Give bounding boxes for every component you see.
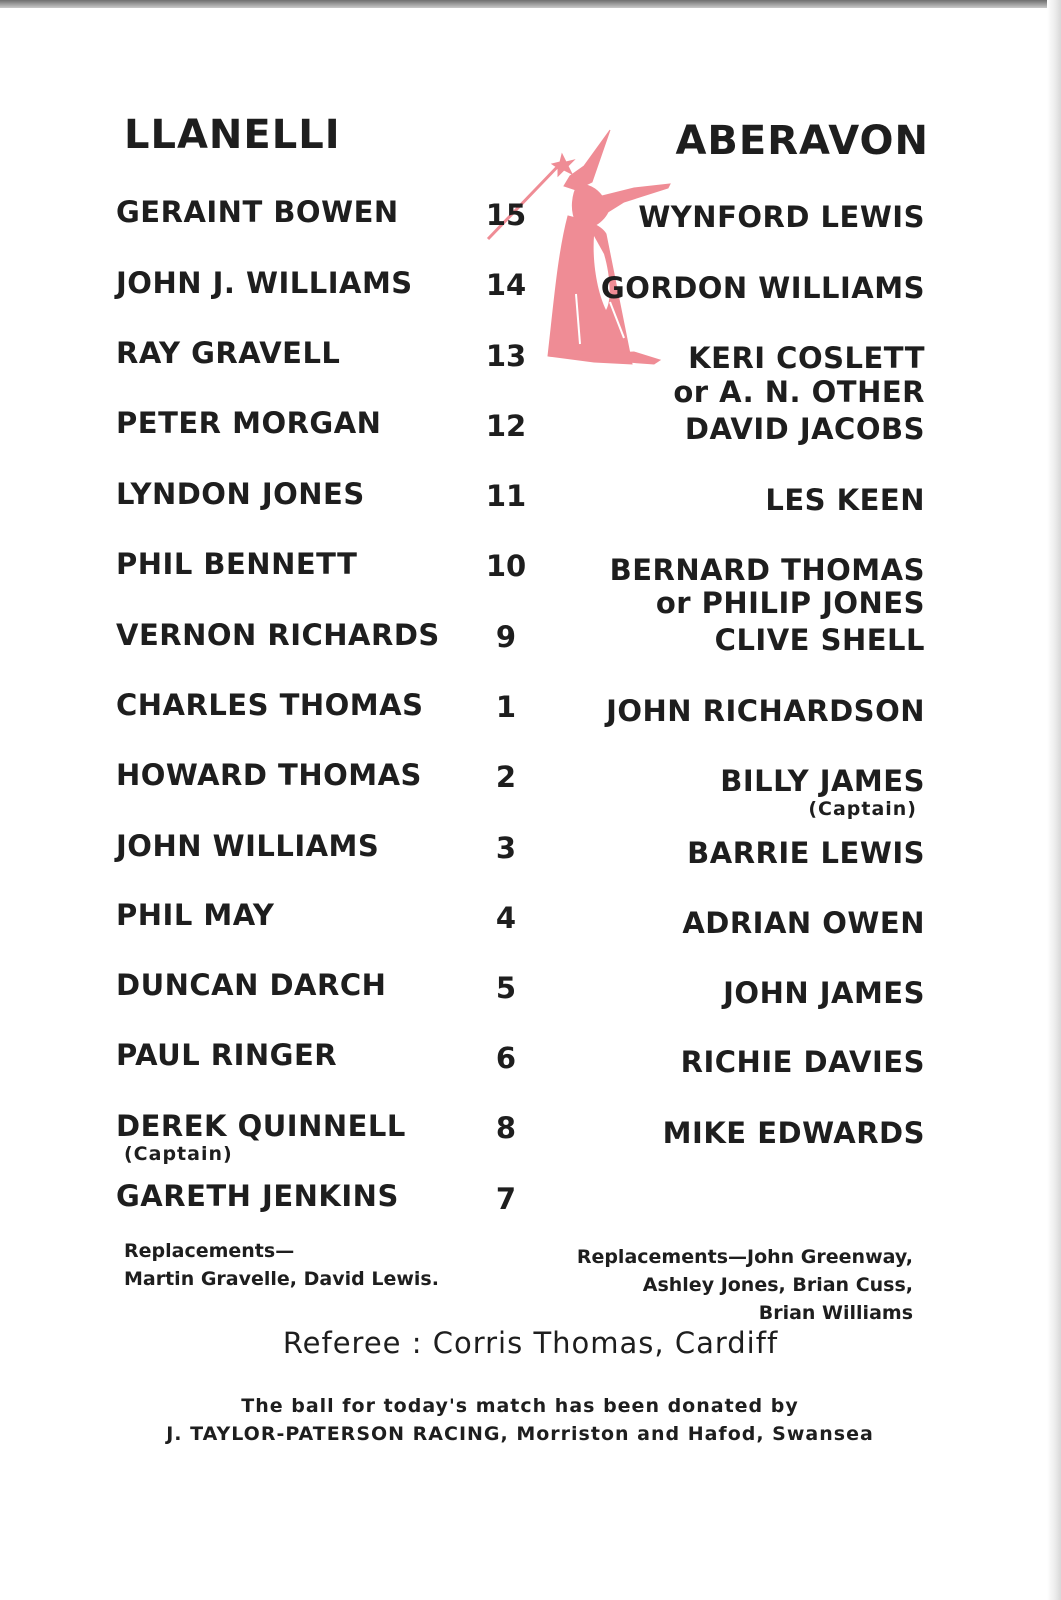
away-captain-note: (Captain) bbox=[808, 798, 917, 820]
shirt-number: 3 bbox=[495, 831, 517, 865]
shirt-number: 9 bbox=[495, 620, 517, 654]
shirt-number: 15 bbox=[485, 198, 527, 232]
away-replacements-line: Ashley Jones, Brian Cuss, bbox=[642, 1274, 913, 1296]
shirt-number: 7 bbox=[495, 1182, 517, 1216]
shirt-number: 10 bbox=[485, 549, 527, 583]
away-player: BARRIE LEWIS bbox=[687, 836, 925, 870]
ball-donation-note bbox=[0, 1392, 1040, 1448]
home-team-title: LLANELLI bbox=[124, 112, 341, 158]
away-player: MIKE EDWARDS bbox=[662, 1116, 925, 1150]
home-player: PHIL BENNETT bbox=[116, 547, 358, 581]
home-player: RAY GRAVELL bbox=[116, 336, 341, 370]
home-captain-note: (Captain) bbox=[124, 1143, 233, 1165]
home-replacements bbox=[124, 1237, 439, 1293]
away-replacements bbox=[577, 1243, 913, 1327]
ball-note-sponsor: J. TAYLOR-PATERSON RACING, Morriston and Hafod, Swansea bbox=[166, 1423, 874, 1445]
shirt-number: 14 bbox=[485, 268, 527, 302]
home-player: PETER MORGAN bbox=[116, 406, 382, 440]
home-replacements-label: Replacements— bbox=[124, 1240, 295, 1262]
home-player: HOWARD THOMAS bbox=[116, 758, 422, 792]
ball-note-line: The ball for today's match has been donated by bbox=[241, 1395, 799, 1417]
wizard-icon bbox=[484, 124, 674, 369]
home-player: DUNCAN DARCH bbox=[116, 968, 387, 1002]
away-player-alternate: or PHILIP JONES bbox=[655, 586, 925, 620]
home-player: GARETH JENKINS bbox=[116, 1179, 399, 1213]
shirt-number: 2 bbox=[495, 760, 517, 794]
home-player: JOHN J. WILLIAMS bbox=[116, 266, 413, 300]
home-player: CHARLES THOMAS bbox=[116, 688, 424, 722]
away-player-alternate: or A. N. OTHER bbox=[673, 375, 925, 409]
page-right-edge bbox=[1047, 0, 1061, 1600]
shirt-number: 8 bbox=[495, 1111, 517, 1145]
away-player: GORDON WILLIAMS bbox=[600, 271, 925, 305]
away-player: KERI COSLETT bbox=[688, 341, 925, 375]
home-player: GERAINT BOWEN bbox=[116, 195, 399, 229]
away-player: WYNFORD LEWIS bbox=[638, 200, 925, 234]
page-top-edge bbox=[0, 0, 1061, 8]
away-player: ADRIAN OWEN bbox=[682, 906, 925, 940]
home-player: DEREK QUINNELL bbox=[116, 1109, 406, 1143]
shirt-number: 1 bbox=[495, 690, 517, 724]
away-player: DAVID JACOBS bbox=[684, 412, 925, 446]
home-player: PAUL RINGER bbox=[116, 1038, 338, 1072]
away-replacements-line: Brian Williams bbox=[758, 1302, 913, 1324]
away-player: RICHIE DAVIES bbox=[680, 1045, 925, 1079]
away-player: JOHN JAMES bbox=[723, 976, 925, 1010]
shirt-number: 4 bbox=[495, 901, 517, 935]
shirt-number: 6 bbox=[495, 1041, 517, 1075]
shirt-number: 5 bbox=[495, 971, 517, 1005]
away-team-title: ABERAVON bbox=[675, 118, 929, 164]
away-player: BILLY JAMES bbox=[720, 764, 925, 798]
away-player: BERNARD THOMAS bbox=[609, 553, 925, 587]
referee: Referee : Corris Thomas, Cardiff bbox=[282, 1326, 779, 1360]
away-replacements-line: Replacements—John Greenway, bbox=[576, 1246, 913, 1268]
home-player: VERNON RICHARDS bbox=[116, 618, 440, 652]
shirt-number: 12 bbox=[485, 409, 527, 443]
home-player: PHIL MAY bbox=[116, 898, 275, 932]
away-player: CLIVE SHELL bbox=[714, 623, 925, 657]
home-replacements-names: Martin Gravelle, David Lewis. bbox=[124, 1268, 439, 1290]
home-player: LYNDON JONES bbox=[116, 477, 365, 511]
away-player: LES KEEN bbox=[765, 483, 925, 517]
away-player: JOHN RICHARDSON bbox=[606, 694, 925, 728]
home-player: JOHN WILLIAMS bbox=[116, 829, 380, 863]
shirt-number: 13 bbox=[485, 339, 527, 373]
shirt-number: 11 bbox=[485, 479, 527, 513]
